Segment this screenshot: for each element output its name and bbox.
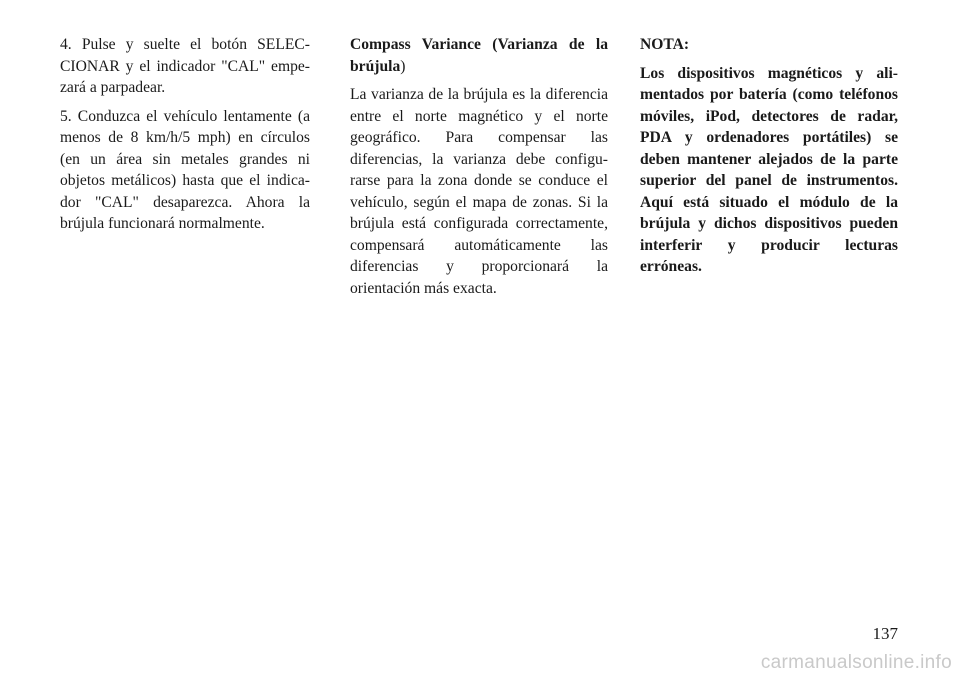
step-5-paragraph: 5. Conduzca el vehículo lentamente (a menos de 8 km/h/5 mph) en círculos (en un área sin metales grandes ni objetos metálicos) hasta que el indicador "CAL" desaparezca. Ahora la brújula funcionará normalmente. bbox=[60, 107, 310, 232]
left-column bbox=[60, 34, 310, 242]
page-number: 137 bbox=[872, 624, 898, 643]
heading-text: Compass Variance (Varianza de la brújula bbox=[350, 36, 608, 75]
compass-variance-body: La varianza de la brújula es la diferencia entre el norte magnético y el norte geográfico. Para compensar las diferencias, la varianza debe configurarse para la zona donde se conduce el vehículo, según el mapa de zonas. Si la brújula está configurada correctamente, compensará automáticamente las diferencias y proporcionará la orientación más exacta. bbox=[350, 86, 608, 297]
right-column bbox=[640, 34, 898, 285]
step-4-paragraph: 4. Pulse y suelte el botón SELECCIONAR y el indicador "CAL" empezará a parpadear. bbox=[60, 36, 310, 96]
note-label: NOTA: bbox=[640, 36, 690, 53]
note-body: Los dispositivos magnéticos y alimentados por batería (como teléfonos móviles, iPod, detectores de radar, PDA y ordenadores portátiles) se deben mantener alejados de la parte superior del panel de instrumentos. Aquí está situado el módulo de la brújula y dichos dispositivos pueden interferir y producir lecturas erróneas. bbox=[640, 64, 898, 275]
heading-close-paren: ) bbox=[400, 57, 406, 75]
watermark: carmanualsonline.info bbox=[760, 652, 952, 673]
compass-variance-heading bbox=[350, 34, 608, 77]
middle-column bbox=[350, 34, 608, 306]
